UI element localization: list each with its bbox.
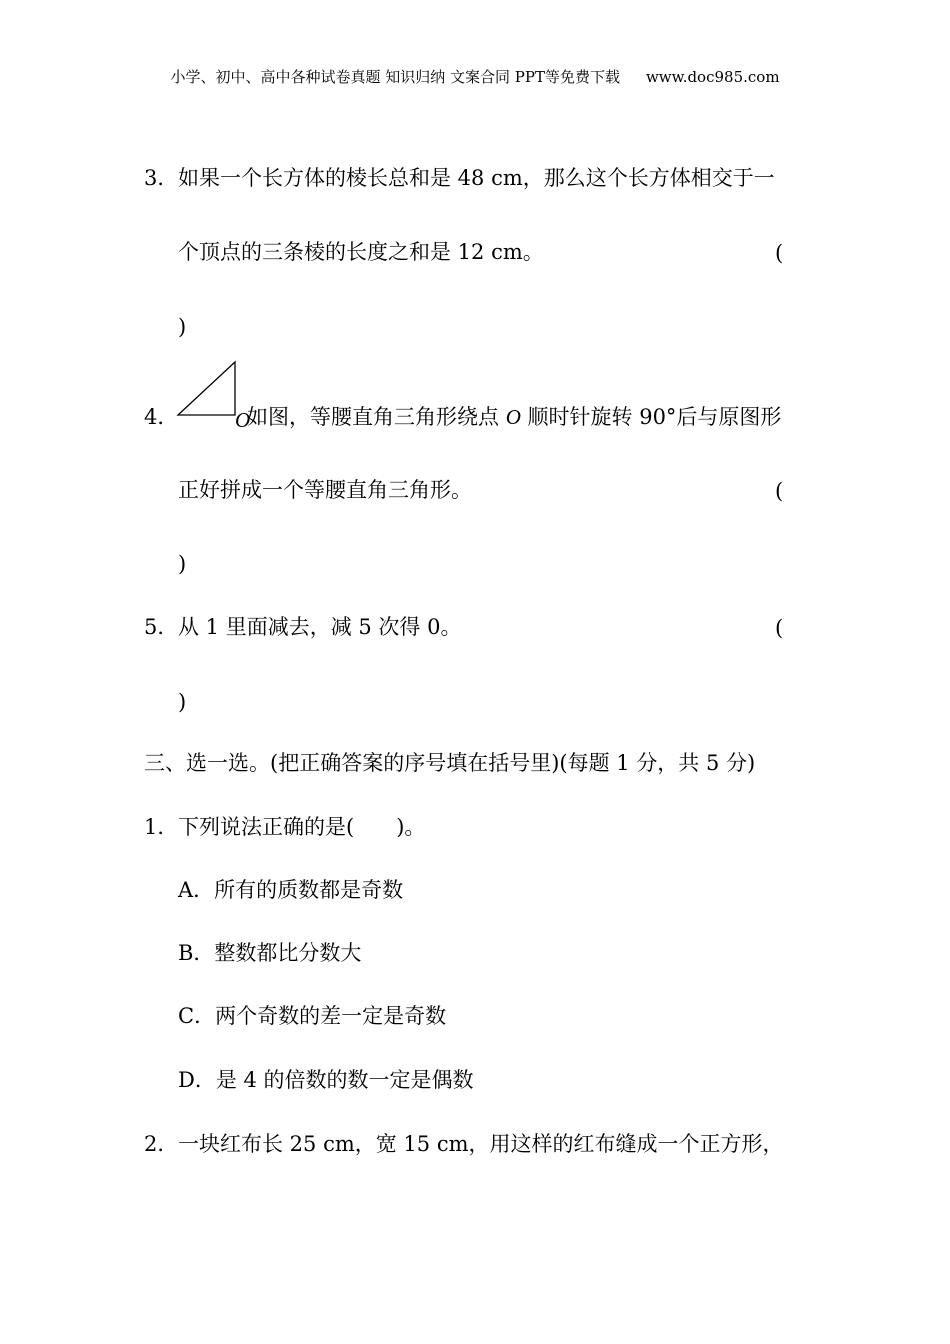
choice-q1-option-c: C．两个奇数的差一定是奇数 [178,1004,447,1028]
judgment-4-text-b: 顺时针旋转 90°后与原图形 [520,405,782,429]
choice-q1-text-a: 下列说法正确的是( [178,815,355,839]
choice-q1-option-a: A．所有的质数都是奇数 [178,878,404,902]
figure-point-label: O [235,408,251,432]
judgment-3-text-line2: 个顶点的三条棱的长度之和是 12 cm。 [178,240,544,264]
choice-q1-text-b: )。 [396,815,426,839]
judgment-3-answer-close: ) [178,315,187,339]
judgment-3-answer-open: ( [775,241,784,265]
triangle-shape [178,362,235,415]
judgment-5-text: 从 1 里面减去，减 5 次得 0。 [178,615,462,639]
judgment-3-line1 [144,164,775,192]
judgment-4-text-line1 [247,403,781,431]
judgment-5-number: 5． [144,615,179,639]
isosceles-right-triangle-figure [176,360,240,418]
choice-q2-text: 一块红布长 25 cm，宽 15 cm，用这样的红布缝成一个正方形， [178,1132,784,1156]
choice-q1-stem [144,813,425,841]
judgment-4-answer-open: ( [775,479,784,503]
choice-q2-stem [144,1130,784,1158]
judgment-5-line [144,613,461,641]
judgment-5-answer-open: ( [775,616,784,640]
choice-q1-option-d: D．是 4 的倍数的数一定是偶数 [178,1068,474,1092]
judgment-4-number: 4． [144,405,179,429]
header-url: www.doc985.com [645,68,780,86]
choice-q1-option-b: B．整数都比分数大 [178,941,362,965]
choice-q1-number: 1． [144,815,179,839]
judgment-4-point: O [505,405,521,429]
judgment-3-text-line1: 如果一个长方体的棱长总和是 48 cm，那么这个长方体相交于一 [178,166,775,190]
choice-q2-number: 2． [144,1132,179,1156]
section-3-title: 三、选一选。(把正确答案的序号填在括号里)(每题 1 分，共 5 分) [144,751,756,775]
judgment-4-text-a: 如图，等腰直角三角形绕点 [247,405,506,429]
judgment-3-number: 3． [144,166,179,190]
page-header [0,66,950,88]
judgment-5-answer-close: ) [178,690,187,714]
judgment-4-answer-close: ) [178,552,187,576]
header-left-text: 小学、初中、高中各种试卷真题 知识归纳 文案合同 PPT等免费下载 [170,68,620,86]
judgment-4-text-line2: 正好拼成一个等腰直角三角形。 [178,478,472,502]
